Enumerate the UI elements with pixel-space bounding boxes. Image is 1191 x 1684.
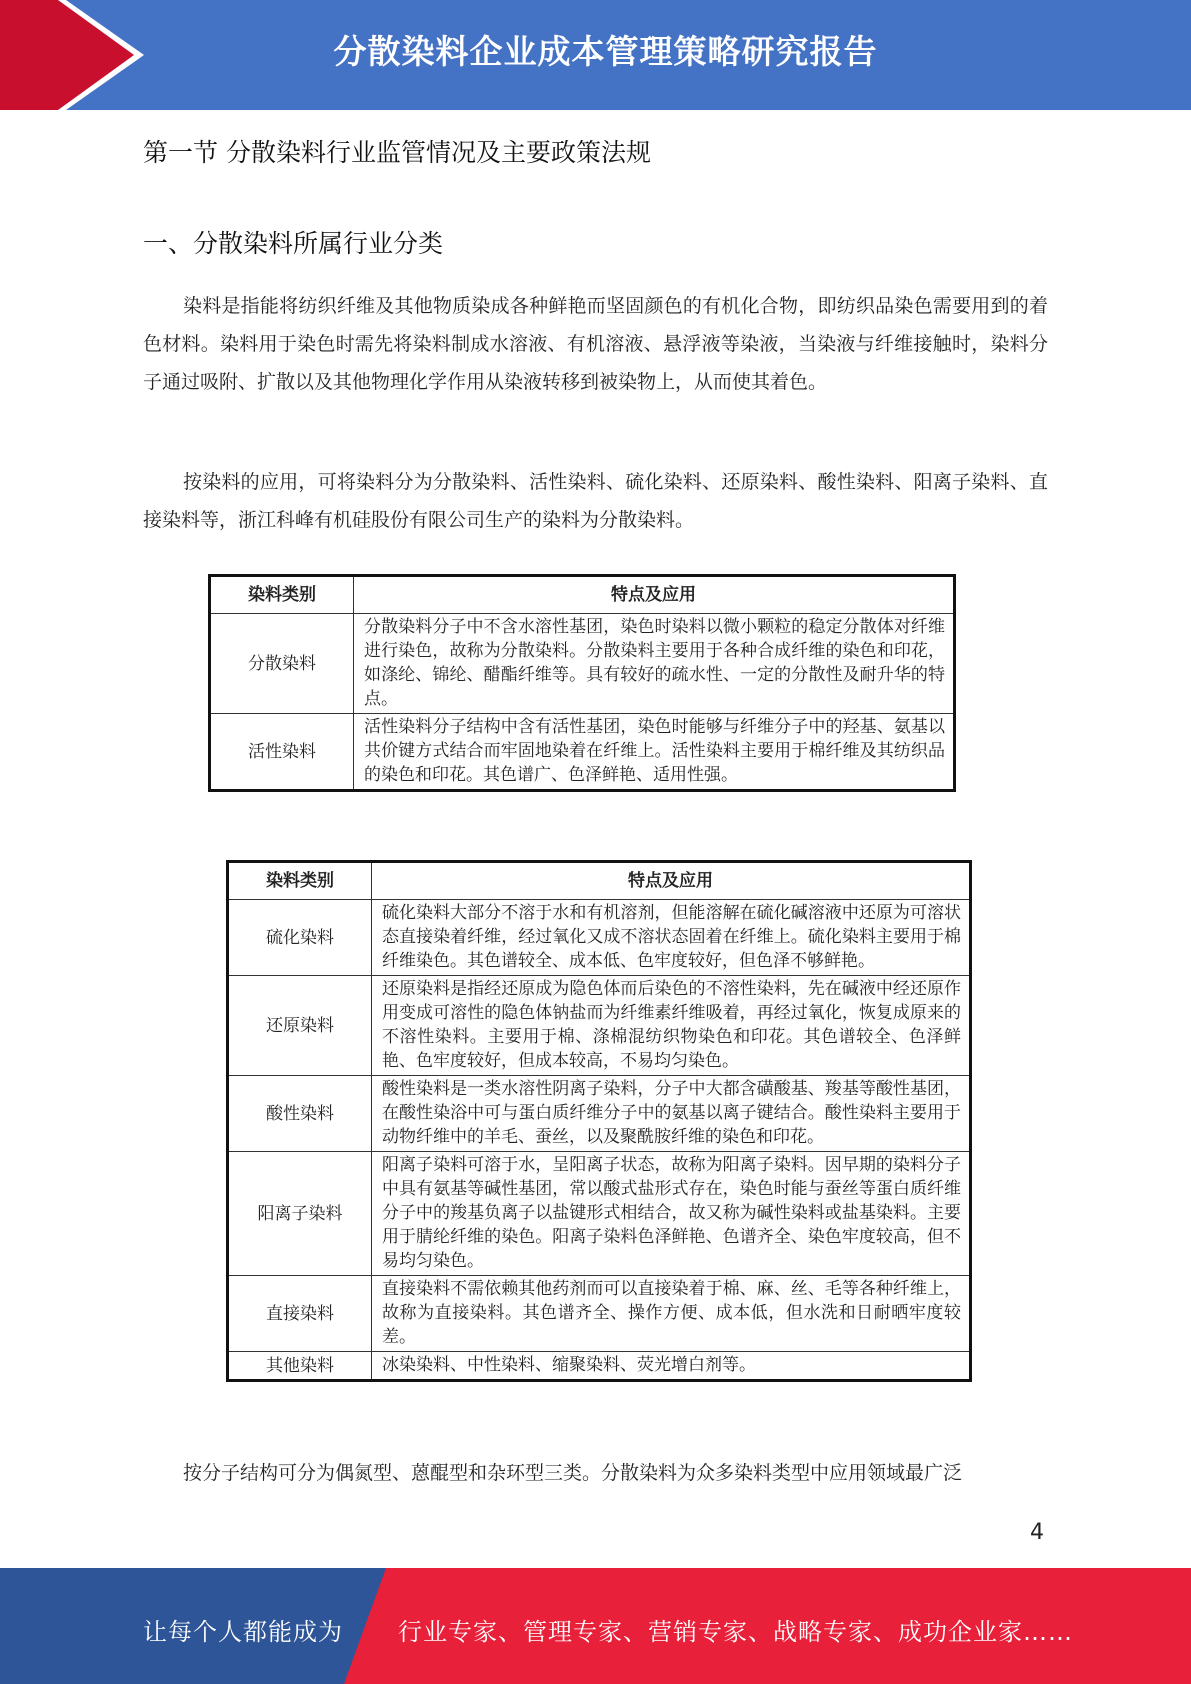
dye-category-cell: 其他染料 bbox=[228, 1352, 372, 1381]
header-banner bbox=[0, 0, 1191, 110]
dye-description-cell: 硫化染料大部分不溶于水和有机溶剂，但能溶解在硫化碱溶液中还原为可溶状态直接染着纤维，经过氧化又成不溶状态固着在纤维上。硫化染料主要用于棉纤维染色。其色谱较全、成本低、色牢度较好，但色泽不够鲜艳。 bbox=[372, 900, 971, 976]
table-row bbox=[228, 1152, 971, 1276]
dye-description-cell: 还原染料是指经还原成为隐色体而后染色的不溶性染料，先在碱液中经还原作用变成可溶性的隐色体钠盐而为纤维素纤维吸着，再经过氧化，恢复成原来的不溶性染料。主要用于棉、涤棉混纺织物染色和印花。其色谱较全、色泽鲜艳、色牢度较好，但成本较高，不易均匀染色。 bbox=[372, 976, 971, 1076]
dye-category-cell: 分散染料 bbox=[210, 614, 354, 714]
paragraph-dye-definition: 染料是指能将纺织纤维及其他物质染成各种鲜艳而坚固颜色的有机化合物，即纺织品染色需要用到的着色材料。染料用于染色时需先将染料制成水溶液、有机溶液、悬浮液等染液，当染液与纤维接触时，染料分子通过吸附、扩散以及其他物理化学作用从染液转移到被染物上，从而使其着色。 bbox=[143, 295, 1048, 393]
dye-category-cell: 还原染料 bbox=[228, 976, 372, 1076]
report-title: 分散染料企业成本管理策略研究报告 bbox=[333, 32, 878, 71]
table-row bbox=[228, 976, 971, 1076]
column-header-features: 特点及应用 bbox=[354, 576, 955, 614]
table-header-row bbox=[228, 862, 971, 900]
table-row bbox=[228, 1352, 971, 1381]
table-row bbox=[228, 1276, 971, 1352]
table-row bbox=[210, 614, 955, 714]
dye-category-cell: 阳离子染料 bbox=[228, 1152, 372, 1276]
table-header-row bbox=[210, 576, 955, 614]
footer-slogan-right: 行业专家、管理专家、营销专家、战略专家、成功企业家…… bbox=[398, 1618, 1073, 1646]
dye-description-cell: 活性染料分子结构中含有活性基团，染色时能够与纤维分子中的羟基、氨基以共价键方式结合而牢固地染着在纤维上。活性染料主要用于棉纤维及其纺织品的染色和印花。其色谱广、色泽鲜艳、适用性强。 bbox=[354, 714, 955, 791]
dye-category-cell: 酸性染料 bbox=[228, 1076, 372, 1152]
dye-description-cell: 冰染染料、中性染料、缩聚染料、荧光增白剂等。 bbox=[372, 1352, 971, 1381]
paragraph-dye-classification: 按染料的应用，可将染料分为分散染料、活性染料、硫化染料、还原染料、酸性染料、阳离子染料、直接染料等，浙江科峰有机硅股份有限公司生产的染料为分散染料。 bbox=[143, 471, 1048, 531]
paragraph-molecular-structure: 按分子结构可分为偶氮型、蒽醌型和杂环型三类。分散染料为众多染料类型中应用领域最广泛 bbox=[183, 1462, 963, 1484]
dye-description-cell: 阳离子染料可溶于水，呈阳离子状态，故称为阳离子染料。因早期的染料分子中具有氨基等碱性基团，常以酸式盐形式存在，染色时能与蚕丝等蛋白质纤维分子中的羧基负离子以盐键形式相结合，故又称为碱性染料或盐基染料。主要用于腈纶纤维的染色。阳离子染料色泽鲜艳、色谱齐全、染色牢度较高，但不易均匀染色。 bbox=[372, 1152, 971, 1276]
column-header-category: 染料类别 bbox=[210, 576, 354, 614]
table-row bbox=[228, 1076, 971, 1152]
dye-category-cell: 直接染料 bbox=[228, 1276, 372, 1352]
footer-banner bbox=[0, 1568, 1191, 1684]
subsection-title: 一、分散染料所属行业分类 bbox=[143, 229, 444, 258]
table-row bbox=[228, 900, 971, 976]
dye-type-table-1 bbox=[208, 574, 956, 792]
dye-category-cell: 硫化染料 bbox=[228, 900, 372, 976]
dye-category-cell: 活性染料 bbox=[210, 714, 354, 791]
column-header-category: 染料类别 bbox=[228, 862, 372, 900]
dye-description-cell: 酸性染料是一类水溶性阴离子染料，分子中大都含磺酸基、羧基等酸性基团，在酸性染浴中可与蛋白质纤维分子中的氨基以离子键结合。酸性染料主要用于动物纤维中的羊毛、蚕丝，以及聚酰胺纤维的染色和印花。 bbox=[372, 1076, 971, 1152]
table-row bbox=[210, 714, 955, 791]
dye-description-cell: 分散染料分子中不含水溶性基团，染色时染料以微小颗粒的稳定分散体对纤维进行染色，故称为分散染料。分散染料主要用于各种合成纤维的染色和印花，如涤纶、锦纶、醋酯纤维等。具有较好的疏水性、一定的分散性及耐升华的特点。 bbox=[354, 614, 955, 714]
section-title: 第一节 分散染料行业监管情况及主要政策法规 bbox=[143, 138, 651, 167]
dye-description-cell: 直接染料不需依赖其他药剂而可以直接染着于棉、麻、丝、毛等各种纤维上，故称为直接染料。其色谱齐全、操作方便、成本低，但水洗和日耐晒牢度较差。 bbox=[372, 1276, 971, 1352]
column-header-features: 特点及应用 bbox=[372, 862, 971, 900]
footer-slogan-left: 让每个人都能成为 bbox=[143, 1618, 343, 1646]
page-number: 4 bbox=[1030, 1520, 1044, 1545]
dye-type-table-2 bbox=[226, 860, 972, 1382]
